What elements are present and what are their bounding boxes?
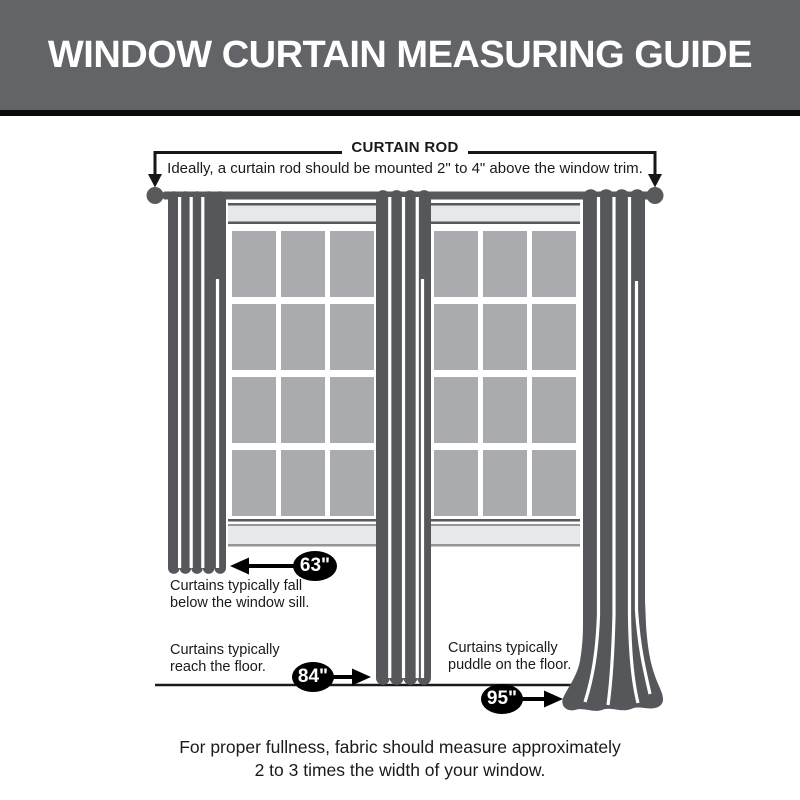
left-arrow-icon: [230, 558, 249, 575]
measurement-badge-95: 95": [481, 684, 523, 714]
window-pane: [532, 377, 576, 443]
right-arrow-icon: [544, 691, 563, 708]
curtain-top-scallop: [417, 190, 431, 204]
curtain-top-scallop: [404, 190, 418, 204]
window-pane: [232, 450, 276, 516]
note-line: Curtains typically: [448, 640, 558, 656]
window-sill: [228, 526, 378, 544]
window-trim: [430, 203, 580, 206]
window-trim: [430, 222, 580, 225]
curtain-bottom-scallop: [404, 671, 418, 685]
window-pane: [434, 450, 478, 516]
measurement-badge-84: 84": [292, 662, 334, 692]
window-pane: [483, 304, 527, 370]
fullness-note: [0, 736, 800, 782]
page-title: WINDOW CURTAIN MEASURING GUIDE: [47, 33, 753, 76]
note-line: reach the floor.: [170, 658, 266, 675]
window-sill: [430, 524, 580, 526]
window-pane: [532, 231, 576, 297]
note-line: puddle on the floor.: [448, 656, 572, 673]
curtain-top-scallop: [583, 189, 599, 205]
note-line: below the window sill.: [170, 594, 310, 611]
curtain-bottom-scallop: [417, 671, 431, 685]
window-sill: [430, 526, 580, 544]
window-pane: [532, 450, 576, 516]
rod-note: Ideally, a curtain rod should be mounted 2" to 4" above the window trim.: [167, 160, 643, 177]
curtain-top-scallop: [191, 191, 203, 203]
curtain-top-scallop: [376, 190, 390, 204]
window-pane: [434, 377, 478, 443]
window-panel-right: [430, 203, 580, 547]
curtain-bottom-scallop: [191, 562, 203, 574]
window-pane: [434, 304, 478, 370]
note-line: Curtains typically fall: [170, 578, 303, 594]
window-pane: [281, 231, 325, 297]
window-pane: [232, 231, 276, 297]
curtain-bottom-scallop: [180, 562, 192, 574]
window-trim: [228, 222, 378, 225]
arrow-below-sill: [230, 558, 298, 575]
curtain-top-scallop: [168, 191, 180, 203]
window-sill: [430, 544, 580, 547]
window-pane: [483, 450, 527, 516]
curtain-top-scallop: [214, 191, 226, 203]
note-reach-floor: [170, 642, 280, 675]
window-pane: [330, 450, 374, 516]
window-sill: [228, 519, 378, 522]
note-below-sill: [170, 578, 309, 611]
window-sill: [430, 519, 580, 522]
rod-finial-right: [647, 187, 664, 204]
curtain-top-scallop: [630, 189, 646, 205]
curtain-top-scallop: [390, 190, 404, 204]
curtain-bottom-scallop: [168, 562, 180, 574]
window-pane: [281, 304, 325, 370]
window-pane: [281, 450, 325, 516]
curtain-bottom-scallop: [376, 671, 390, 685]
window-pane: [281, 377, 325, 443]
curtain-bottom-scallop: [390, 671, 404, 685]
note-line: Curtains typically: [170, 642, 280, 658]
window-pane: [483, 231, 527, 297]
caption-line: For proper fullness, fabric should measure approximately: [179, 737, 621, 757]
curtain-panel-left: [168, 191, 226, 574]
window-trim: [228, 203, 378, 206]
curtain-panel-middle: [376, 190, 431, 685]
window-pane: [434, 231, 478, 297]
window-sill: [228, 544, 378, 547]
window-pane: [232, 304, 276, 370]
window-pane: [330, 304, 374, 370]
window-sill: [228, 524, 378, 526]
window-pane: [330, 231, 374, 297]
window-pane: [232, 377, 276, 443]
curtain-top-scallop: [180, 191, 192, 203]
rod-label: CURTAIN ROD: [351, 139, 459, 156]
measurement-badge-63: 63": [293, 551, 337, 581]
curtain-top-scallop: [614, 189, 630, 205]
curtain-top-scallop: [203, 191, 215, 203]
curtain-bottom-scallop: [203, 562, 215, 574]
window-panel-left: [228, 203, 378, 547]
curtain-right-puddle: [562, 197, 663, 711]
curtain-top-scallop: [599, 189, 615, 205]
right-arrow-icon: [352, 669, 371, 686]
rod-finial-left: [147, 187, 164, 204]
window-trim: [228, 206, 378, 222]
window-pane: [330, 377, 374, 443]
window-trim: [430, 206, 580, 222]
window-pane: [483, 377, 527, 443]
window-pane: [532, 304, 576, 370]
note-puddle-floor: [448, 640, 571, 673]
caption-line: 2 to 3 times the width of your window.: [254, 760, 546, 780]
